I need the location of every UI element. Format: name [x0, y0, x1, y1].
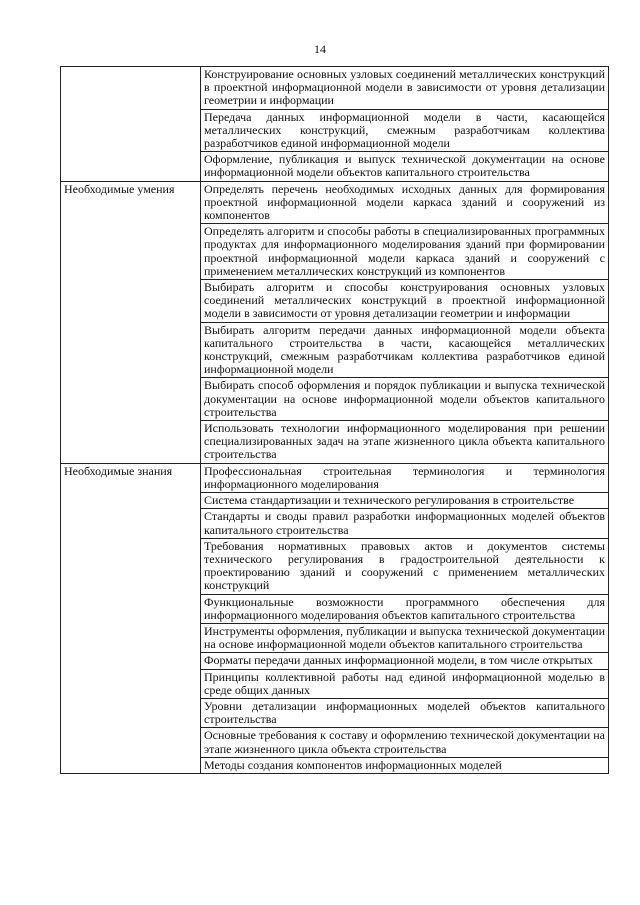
section-item: Функциональные возможности программного обеспечения для информационного моделирования объектов капитального строительства: [201, 594, 609, 623]
section-item: Определять перечень необходимых исходных данных для формирования проектной информационной модели каркаса зданий и сооружений из компонентов: [201, 181, 609, 224]
section-label: Необходимые умения: [61, 181, 201, 463]
section-item: Выбирать алгоритм и способы конструирования основных узловых соединений металлических конструкций в проектной информационной модели в зависимости от уровня детализации геометрии и информации: [201, 280, 609, 323]
section-item: Определять алгоритм и способы работы в специализированных программных продуктах для информационного моделирования зданий при формировании проектной информационной модели каркаса зданий и сооружений с применением металлических конструкций из компонентов: [201, 224, 609, 280]
section-item: Требования нормативных правовых актов и документов системы технического регулирования в градостроительной деятельности к проектированию зданий и сооружений с применением металлических конструкций: [201, 538, 609, 594]
section-item: Уровни детализации информационных моделей объектов капитального строительства: [201, 698, 609, 727]
section-item: Основные требования к составу и оформлению технической документации на этапе жизненного цикла объекта строительства: [201, 728, 609, 757]
table-body: [61, 67, 609, 774]
section-item: Передача данных информационной модели в части, касающейся металлических конструкций, смежным разработчикам коллектива разработчиков единой информационной модели: [201, 109, 609, 152]
section-item: Оформление, публикация и выпуск технической документации на основе информационной модели объектов капитального строительства: [201, 152, 609, 181]
table-row: [61, 181, 609, 224]
section-item: Использовать технологии информационного моделирования при решении специализированных задач на этапе жизненного цикла объекта капитального строительства: [201, 421, 609, 464]
section-label: Необходимые знания: [61, 463, 201, 773]
competency-table: [60, 66, 609, 774]
section-item: Профессиональная строительная терминология и терминология информационного моделирования: [201, 463, 609, 492]
section-item: Принципы коллективной работы над единой информационной моделью в среде общих данных: [201, 669, 609, 698]
section-item: Инструменты оформления, публикации и выпуска технической документации на основе информационной модели объектов капитального строительства: [201, 623, 609, 652]
table-row: [61, 463, 609, 492]
section-item: Конструирование основных узловых соединений металлических конструкций в проектной информационной модели в зависимости от уровня детализации геометрии и информации: [201, 67, 609, 110]
section-item: Выбирать алгоритм передачи данных информационной модели объекта капитального строительства в части, касающейся металлических конструкций, смежным разработчикам коллектива разработчиков единой информационной модели: [201, 322, 609, 378]
section-item: Выбирать способ оформления и порядок публикации и выпуска технической документации на основе информационной модели объектов капитального строительства: [201, 378, 609, 421]
section-item: Стандарты и своды правил разработки информационных моделей объектов капитального строительства: [201, 509, 609, 538]
section-item: Система стандартизации и технического регулирования в строительстве: [201, 493, 609, 509]
section-item: Форматы передачи данных информационной модели, в том числе открытых: [201, 653, 609, 669]
table-row: [61, 67, 609, 110]
page-number: 14: [314, 42, 326, 56]
section-label: [61, 67, 201, 182]
section-item: Методы создания компонентов информационных моделей: [201, 757, 609, 773]
